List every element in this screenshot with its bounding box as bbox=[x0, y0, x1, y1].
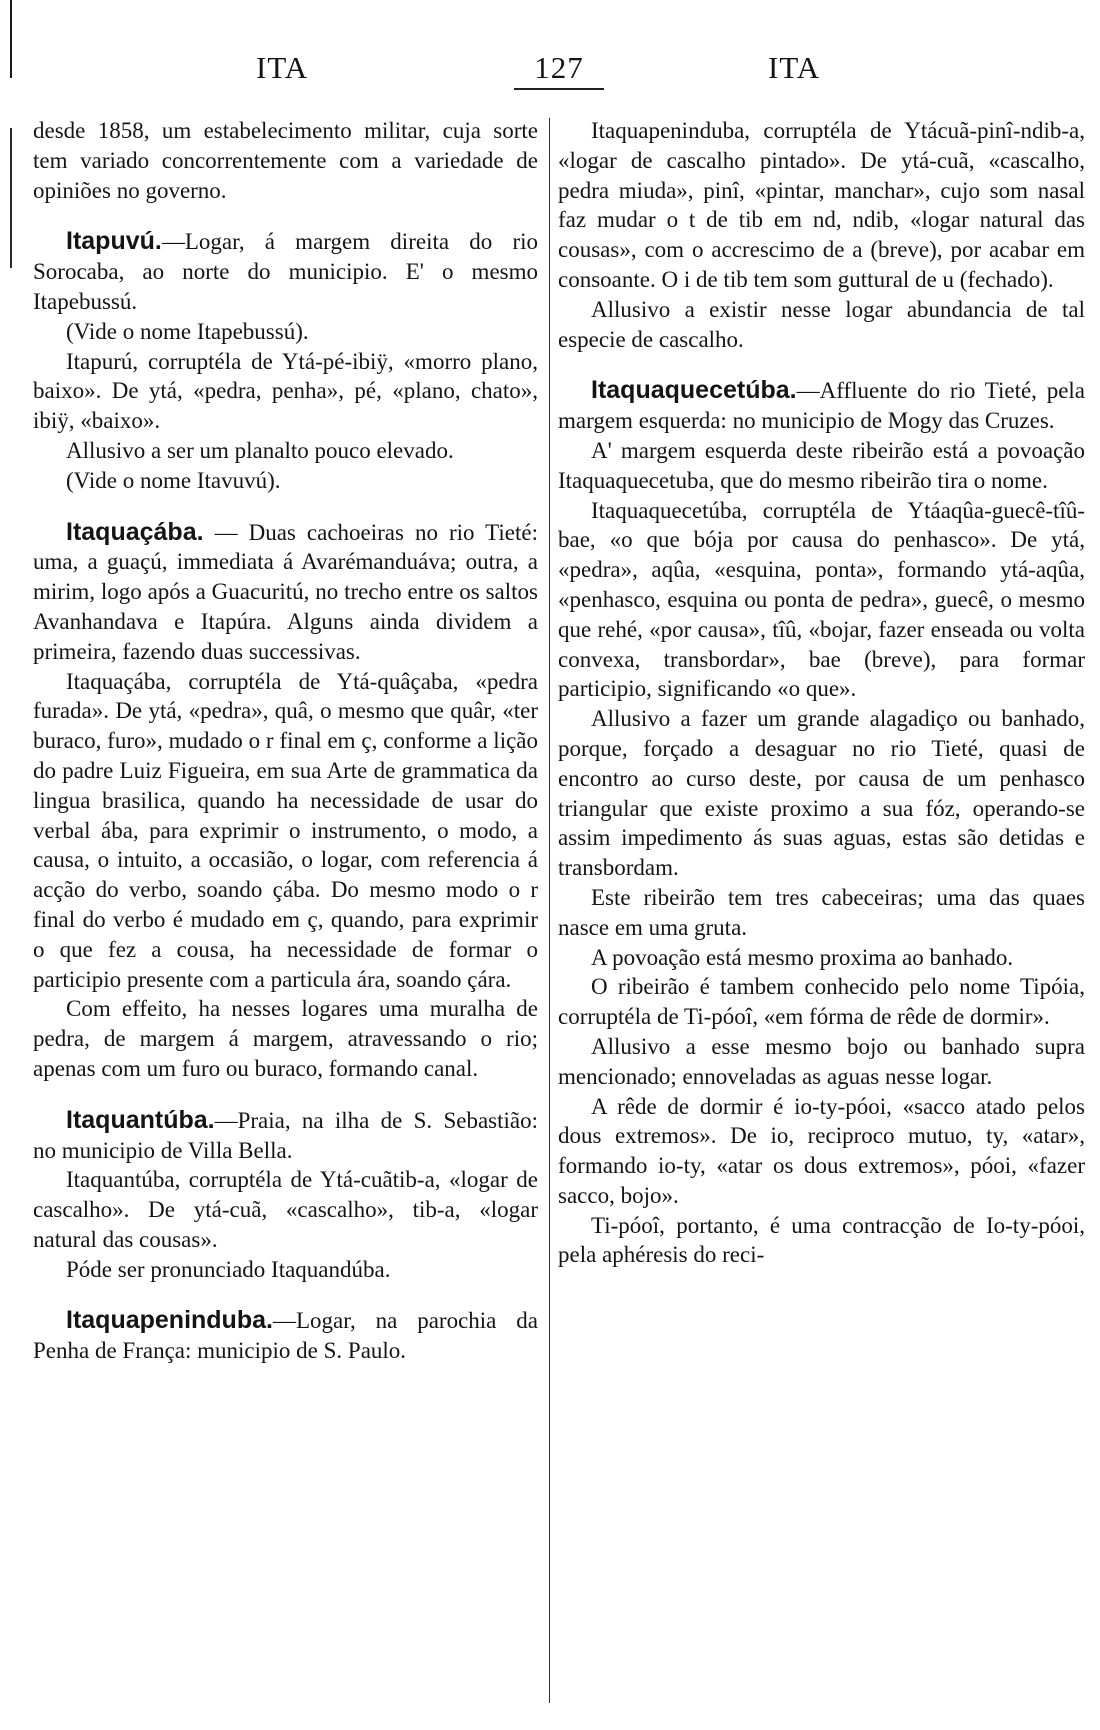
paragraph: A rêde de dormir é io-ty-póoi, «sacco atado pelos dous extremos». De io, reciproco mutuo, ty, «atar», formando io-ty, «atar os dous extremos», póoi, «fazer sacco, bojo». bbox=[558, 1093, 1085, 1208]
paragraph: A' margem esquerda deste ribeirão está a povoação Itaquaquecetuba, que do mesmo ribeirão tira o nome. bbox=[558, 437, 1085, 493]
paragraph: Allusivo a existir nesse logar abundancia de tal especie de cascalho. bbox=[558, 296, 1085, 352]
entry-headword: Itapuvú. bbox=[66, 227, 162, 256]
paragraph: A povoação está mesmo proxima ao banhado. bbox=[591, 944, 1014, 970]
right-column bbox=[558, 116, 1085, 1270]
entry-itaquapeninduba bbox=[33, 1306, 538, 1366]
paragraph: (Vide o nome Itavuvú). bbox=[66, 467, 281, 493]
paragraph: O ribeirão é tambem conhecido pelo nome Tipóia, corruptéla de Ti-póoî, «em fórma de rêde de dormir». bbox=[558, 974, 1085, 1030]
column-divider bbox=[549, 118, 550, 1703]
paragraph: Itaquapeninduba, corruptéla de Ytácuã-pinî-ndib-a, «logar de cascalho pintado». De ytá-cuã, «cascalho, pedra miuda», pinî, «pintar, manchar», cujo som nasal faz mudar o t de tib em nd, ndib, «logar natural das cousas», com o accrescimo de a (breve), por acabar em consoante. O i de tib tem som guttural de u (fechado). bbox=[558, 118, 1085, 292]
entry-headword: Itaquaquecetúba. bbox=[591, 376, 797, 405]
paragraph: Allusivo a ser um planalto pouco elevado. bbox=[66, 437, 454, 463]
header-right-title: ITA bbox=[768, 50, 821, 85]
entry-definition: —Logar, na parochia da Penha de França: municipio de S. Paulo. bbox=[33, 1308, 538, 1364]
left-column bbox=[33, 116, 538, 1366]
paragraph: Itaquantúba, corruptéla de Ytá-cuãtib-a, «logar de cascalho». De ytá-cuã, «cascalho», tib-a, «logar natural das cousas». bbox=[33, 1167, 538, 1252]
entry-itaquacaba bbox=[33, 518, 538, 667]
paragraph: Allusivo a fazer um grande alagadiço ou banhado, porque, forçado a desaguar no rio Tieté, quasi de encontro ao curso deste, por causa de um penhasco triangular que existe proximo a sua fóz, operando-se assim impedimento ás suas aguas, estas são detidas e transbordam. bbox=[558, 706, 1085, 881]
page-number: 127 bbox=[514, 50, 604, 90]
paragraph: Allusivo a esse mesmo bojo ou banhado supra mencionado; ennoveladas as aguas nesse logar. bbox=[558, 1033, 1085, 1089]
entry-definition: — Duas cachoeiras no rio Tieté: uma, a guaçú, immediata á Avarémanduáva; outra, a mirim, logo após a Guacuritú, no trecho entre os saltos Avanhandava e Itapúra. Alguns ainda dividem a primeira, fazendo duas successivas. bbox=[33, 519, 538, 664]
paragraph-continues: Ti-póoî, portanto, é uma contracção de Io-ty-póoi, pela aphéresis do reci- bbox=[558, 1212, 1085, 1268]
entry-definition: —Praia, na ilha de S. Sebastião: no municipio de Villa Bella. bbox=[33, 1107, 538, 1163]
paragraph: Itapurú, corruptéla de Ytá-pé-ibiÿ, «morro plano, baixo». De ytá, «pedra, penha», pé, «plano, chato», ibiÿ, «baixo». bbox=[33, 348, 538, 434]
paragraph: Itaquaquecetúba, corruptéla de Ytáaqûa-guecê-tîû-bae, «o que bója por causa do penhasco». De ytá, «pedra», aqûa, «esquina, ponta», formando ytá-aqûa, «penhasco, esquina ou ponta de pedra», guecê, o mesmo que rehé, «por causa», tîû, «bojar, fazer enseada ou volta convexa, transbordar», bae (breve), para formar participio, significando «o que». bbox=[558, 497, 1085, 702]
paragraph: (Vide o nome Itapebussú). bbox=[66, 318, 309, 344]
entry-itaquaquecetuba bbox=[558, 376, 1085, 436]
paragraph: Póde ser pronunciado Itaquandúba. bbox=[66, 1256, 391, 1282]
paragraph: Itaquaçába, corruptéla de Ytá-quâçaba, «pedra furada». De ytá, «pedra», quâ, o mesmo que quâr, «ter buraco, furo», mudado o r final em ç, conforme a lição do padre Luiz Figueira, em sua Arte de grammatica da lingua brasilica, quando ha necessidade de usar do verbal ába, para exprimir o instrumento, o modo, a causa, o intuito, a occasião, o logar, com referencia á acção do verbo, soando çába. Do mesmo modo o r final do verbo é mudado em ç, quando, para exprimir o que fez a cousa, ha necessidade de formar o participio presente com a particula ára, soando çára. bbox=[33, 668, 538, 992]
continued-paragraph: desde 1858, um estabelecimento militar, cuja sorte tem variado concorrentemente com a variedade de opiniões no governo. bbox=[33, 118, 538, 203]
paragraph: Com effeito, ha nesses logares uma muralha de pedra, de margem á margem, atravessando o rio; apenas com um furo ou buraco, formando canal. bbox=[33, 996, 538, 1081]
entry-headword: Itaquaçába. bbox=[66, 517, 204, 546]
running-header bbox=[0, 50, 1100, 94]
entry-definition: —Affluente do rio Tieté, pela margem esquerda: no municipio de Mogy das Cruzes. bbox=[558, 378, 1085, 434]
entry-headword: Itaquantúba. bbox=[66, 1105, 215, 1134]
page-edge-line-lower bbox=[10, 128, 12, 268]
entry-itaquantuba bbox=[33, 1106, 538, 1166]
header-left-title: ITA bbox=[256, 50, 309, 85]
paragraph: Este ribeirão tem tres cabeceiras; uma das quaes nasce em uma gruta. bbox=[558, 884, 1085, 940]
entry-headword: Itaquapeninduba. bbox=[66, 1306, 273, 1335]
entry-itapuvu bbox=[33, 227, 538, 316]
entry-definition: —Logar, á margem direita do rio Sorocaba, ao norte do municipio. E' o mesmo Itapebussú. bbox=[33, 229, 538, 314]
